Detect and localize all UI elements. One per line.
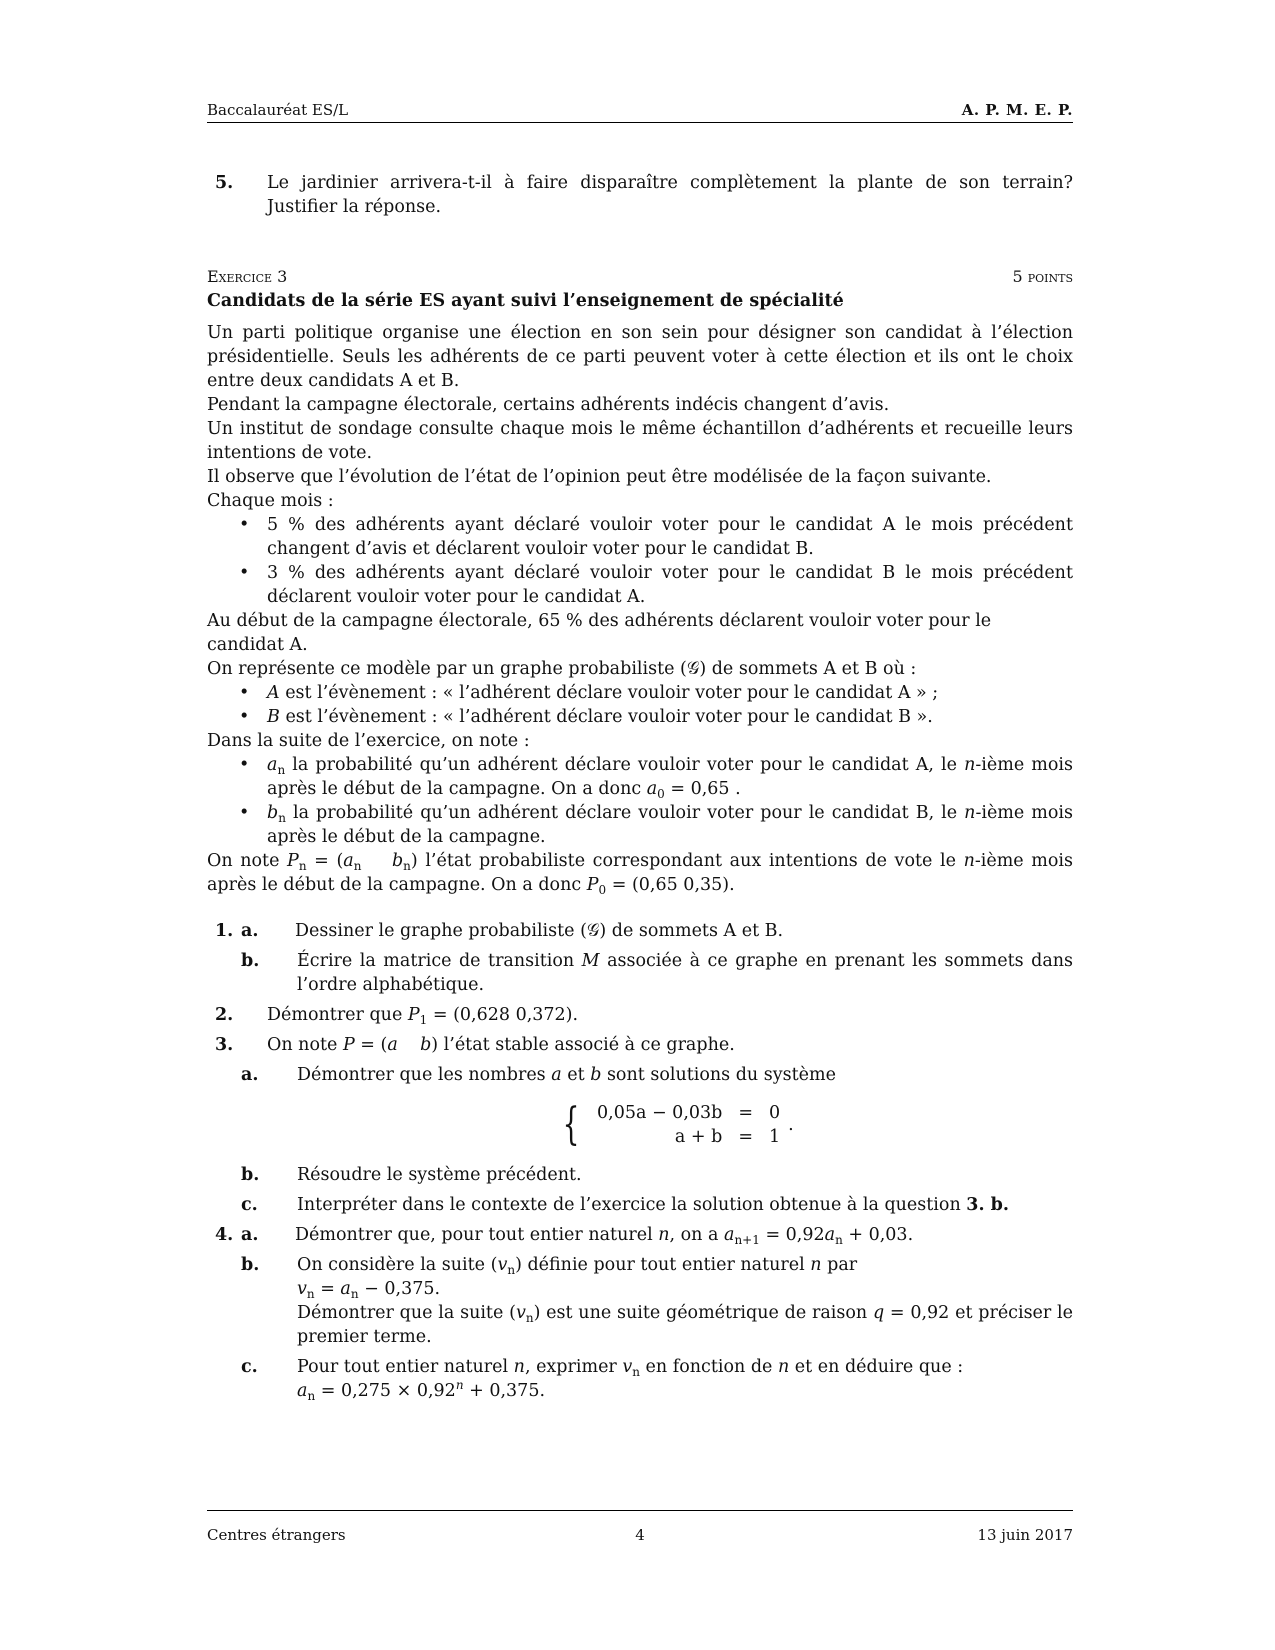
footer-left: Centres étrangers [207,1526,346,1544]
exercise-points: 5 points [1012,267,1073,286]
rules-list [207,513,1073,609]
footer-right: 13 juin 2017 [977,1526,1073,1544]
intro-p1: Un parti politique organise une élection en son sein pour désigner son candidat à l’élection présidentielle. Seuls les adhérents de ce parti peuvent voter à cette élection et ils ont le choix entre deux candidats A et B. [207,323,1073,391]
list-item: • B est l’évènement : « l’adhérent déclare vouloir voter pour le candidat B ». [207,705,1073,729]
question-3b: b. Résoudre le système précédent. [241,1165,582,1185]
page-footer [207,1510,1073,1547]
list-item: • 3 % des adhérents ayant déclaré vouloir voter pour le candidat B le mois précédent déclarent vouloir voter pour le candidat A. [207,561,1073,609]
list-item: • 5 % des adhérents ayant déclaré vouloir voter pour le candidat A le mois précédent changent d’avis et déclarent vouloir voter pour le candidat B. [207,513,1073,561]
equation-system: { 0,05a − 0,03b = 0 a + b = 1 . [562,1099,794,1150]
list-item: • $a_n$ la probabilité qu’un adhérent déclare vouloir voter pour le candidat A, le n-ième mois après le début de la campagne. On a donc $a_0 = 0,65$ . [207,753,1073,801]
header-right: A. P. M. E. P. [961,101,1073,119]
intro-p7: On représente ce modèle par un graphe probabiliste (𝒢) de sommets A et B où : [207,659,917,679]
question-1b: b. Écrire la matrice de transition M associée à ce graphe en prenant les sommets dans l’ordre alphabétique. [241,951,1073,995]
exercise-title: Exercice 3 [207,267,288,286]
page [207,96,1073,1576]
list-item: • A est l’évènement : « l’adhérent déclare vouloir voter pour le candidat A » ; [207,681,1073,705]
question-3c: c. Interpréter dans le contexte de l’exercice la solution obtenue à la question 3. b. [241,1195,1009,1215]
brace-icon: { [562,1099,580,1150]
question-4b-task: Démontrer que la suite $(v_n)$ est une suite géométrique de raison q = 0,92 et préciser le premier terme. [297,1303,1074,1347]
intro-p2: Pendant la campagne électorale, certains adhérents indécis changent d’avis. [207,395,890,415]
question-3a: a. Démontrer que les nombres a et b sont solutions du système [241,1065,836,1085]
intro-state: On note $P_n = (a_n$ $b_n$) l’état probabiliste correspondant aux intentions de vote le n-ième mois après le début de la campagne. On a donc $P_0 = (0,65$ 0,35). [207,851,1073,897]
list-item: • $b_n$ la probabilité qu’un adhérent déclare vouloir voter pour le candidat B, le n-ième mois après le début de la campagne. [207,801,1073,849]
question-3: 3. On note P = (a b) l’état stable associé à ce graphe. [215,1035,735,1055]
events-list [207,681,1073,729]
header-left: Baccalauréat ES/L [207,101,349,119]
intro-p8: Dans la suite de l’exercice, on note : [207,731,530,751]
page-number: 4 [635,1526,645,1544]
exercise-subtitle: Candidats de la série ES ayant suivi l’enseignement de spécialité [207,291,844,311]
intro-p5: Chaque mois : [207,491,334,511]
notation-list [207,753,1073,849]
question-4c-formula: $a_n = 0,275 \times 0,92^n + 0,375$. [297,1378,546,1403]
intro-p3: Un institut de sondage consulte chaque mois le même échantillon d’adhérents et recueille leurs intentions de vote. [207,419,1073,463]
question-4b-def: $v_n = a_n - 0,375$. [297,1279,441,1301]
question-5: 5. Le jardinier arrivera-t-il à faire disparaître complètement la plante de son terrain? Justifier la réponse. [215,173,1073,217]
page-header [207,96,1073,123]
question-2: 2. Démontrer que $P_1 = (0,628$ 0,372). [215,1005,579,1027]
intro-p6: Au début de la campagne électorale, 65 % des adhérents déclarent vouloir voter pour le candidat A. [207,611,992,655]
question-4b: b. On considère la suite $(v_n)$ définie pour tout entier naturel n par [241,1255,858,1277]
intro-p4: Il observe que l’évolution de l’état de l’opinion peut être modélisée de la façon suivante. [207,467,992,487]
question-1a: 1. a. Dessiner le graphe probabiliste (𝒢) de sommets A et B. [215,921,784,941]
question-4a: 4. a. Démontrer que, pour tout entier naturel n, on a $a_{n+1} = 0,92a_n + 0,03$. [215,1225,914,1247]
exercise-heading [207,265,1073,289]
question-4c: c. Pour tout entier naturel n, exprimer $v_n$ en fonction de n et en déduire que : [241,1357,964,1379]
